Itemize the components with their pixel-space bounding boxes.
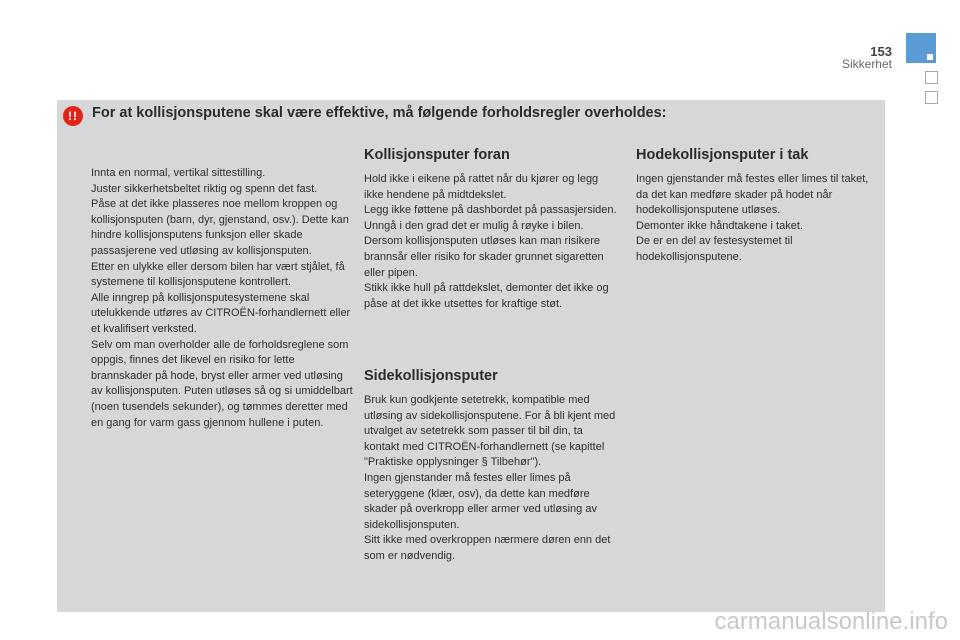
front-airbags-section <box>364 146 620 312</box>
warning-headline: For at kollisjonsputene skal være effektive, må følgende forholdsregler overholdes: <box>92 105 667 121</box>
chapter-tab[interactable] <box>925 91 938 104</box>
side-airbags-section <box>364 367 620 565</box>
curtain-airbags-text: Ingen gjenstander må festes eller limes til taket, da det kan medføre skader på hodet når hodekollisjonsputene utløses. Demonter ikke håndtakene i taket. De er en del av festesystemet til hodekollisjonsputene. <box>636 173 869 263</box>
page-number: 153 <box>870 44 892 59</box>
front-airbags-title: Kollisjonsputer foran <box>364 147 510 163</box>
chapter-tab-active[interactable] <box>906 33 936 63</box>
chapter-tab[interactable] <box>925 71 938 84</box>
front-airbags-text: Hold ikke i eikene på rattet når du kjører og legg ikke hendene på midtdekslet. Legg ikke føttene på dashbordet på passasjersiden. Unngå i den grad det er mulig å røyke i bilen. Dersom kollisjonsputen utløses kan man risikere brannsår eller risiko for skader grunnet sigaretten eller pipen. Stikk ikke hull på rattdekslet, demonter det ikke og påse at det ikke utsettes for kraftige støt. <box>364 173 617 310</box>
watermark: carmanualsonline.info <box>714 608 948 635</box>
general-precautions <box>91 166 353 431</box>
general-text: Innta en normal, vertikal sittestilling. Juster sikkerhetsbeltet riktig og spenn det fast. Påse at det ikke plasseres noe mellom kroppen og kollisjonsputen (barn, dyr, gjenstand, osv.). Dette kan hindre kollisjonsputens funksjon eller skade passasjerene ved utløsing av kollisjonsputen. Etter en ulykke eller dersom bilen har vært stjålet, få systemene til kollisjonsputene kontrollert. Alle inngrep på kollisjonsputesystemene skal utelukkende utføres av CITROËN-forhandlernett eller et kvalifisert verksted. Selv om man overholder alle de forholdsreglene som oppgis, finnes det likevel en risiko for lette brannskader på hode, bryst eller armer ved utløsing av kollisjonsputen. Puten utløses så og si umiddelbart (noen tusendels sekunder), og tømmes deretter med en gang for varm gass gjennom hullene i puten. <box>91 167 353 429</box>
side-airbags-text: Bruk kun godkjente setetrekk, kompatible med utløsing av sidekollisjonsputene. For å bli kjent med utvalget av setetrekk som passer til bil din, ta kontakt med CITROËN-forhandlernett (se kapittel "Praktiske opplysninger § Tilbehør"). Ingen gjenstander må festes eller limes på seteryggene (klær, osv), da dette kan medføre skader på overkropp eller armer ved utløsing av sidekollisjonsputen. Sitt ikke med overkroppen nærmere døren enn det som er nødvendig. <box>364 394 616 562</box>
section-title: Sikkerhet <box>841 57 892 71</box>
warning-icon: !! <box>63 106 83 126</box>
curtain-airbags-title: Hodekollisjonsputer i tak <box>636 147 809 163</box>
side-airbags-title: Sidekollisjonsputer <box>364 368 498 384</box>
curtain-airbags-section <box>636 146 876 266</box>
